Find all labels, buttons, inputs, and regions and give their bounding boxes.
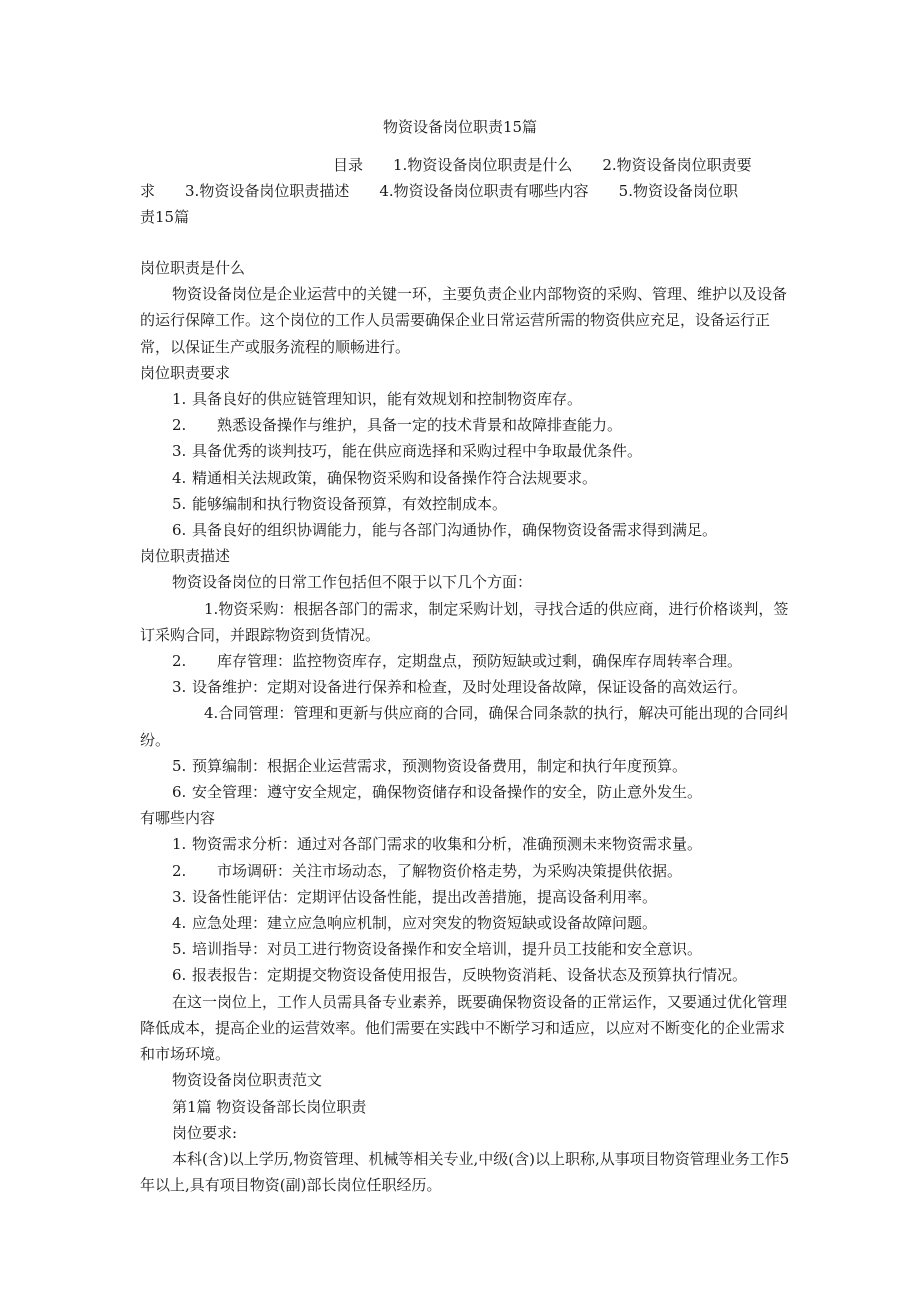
toc-item-4[interactable]: 4.物资设备岗位职责有哪些内容 xyxy=(379,182,589,200)
list-item: 2. 熟悉设备操作与维护，具备一定的技术背景和故障排查能力。 xyxy=(172,416,623,435)
list-item: 2. 库存管理：监控物资库存，定期盘点，预防短缺或过剩，确保库存周转率合理。 xyxy=(172,652,743,671)
list-item: 6. 安全管理：遵守安全规定，确保物资储存和设备操作的安全，防止意外发生。 xyxy=(172,783,703,802)
list-item: 3. 设备维护：定期对设备进行保养和检查，及时处理设备故障，保证设备的高效运行。 xyxy=(172,678,748,697)
sample-requirements-label: 岗位要求: xyxy=(172,1123,238,1142)
list-item: 6. 具备良好的组织协调能力，能与各部门沟通协作，确保物资设备需求得到满足。 xyxy=(172,521,718,540)
list-item: 5. 预算编制：根据企业运营需求，预测物资设备费用，制定和执行年度预算。 xyxy=(172,756,688,775)
list-item: 4. 应急处理：建立应急响应机制，应对突发的物资短缺或设备故障问题。 xyxy=(172,914,658,933)
toc-line-3 xyxy=(140,204,790,230)
list-item: 6. 报表报告：定期提交物资设备使用报告，反映物资消耗、设备状态及预算执行情况。 xyxy=(172,966,748,985)
section-heading-contents: 有哪些内容 xyxy=(140,809,216,828)
table-of-contents xyxy=(140,152,790,230)
toc-item-2[interactable]: 2.物资设备岗位职责要 xyxy=(602,156,752,174)
list-item: 3. 具备优秀的谈判技巧，能在供应商选择和采购过程中争取最优条件。 xyxy=(172,442,643,461)
toc-item-3[interactable]: 3.物资设备岗位职责描述 xyxy=(185,182,350,200)
document-body xyxy=(140,255,790,1198)
list-item: 5. 培训指导：对员工进行物资设备操作和安全培训，提升员工技能和安全意识。 xyxy=(172,940,703,959)
toc-line-2 xyxy=(140,178,790,204)
list-item: 4. 精通相关法规政策，确保物资采购和设备操作符合法规要求。 xyxy=(172,468,598,487)
list-item: 4.合同管理：管理和更新与供应商的合同，确保合同条款的执行，解决可能出现的合同纠纷。 xyxy=(140,704,789,749)
list-item: 5. 能够编制和执行物资设备预算，有效控制成本。 xyxy=(172,494,508,513)
toc-label: 目录 xyxy=(333,156,364,174)
section-heading-requirements: 岗位职责要求 xyxy=(140,363,231,382)
toc-line-1 xyxy=(140,152,790,178)
sample-heading: 物资设备岗位职责范文 xyxy=(172,1071,323,1090)
section-paragraph-what: 物资设备岗位是企业运营中的关键一环，主要负责企业内部物资的采购、管理、维护以及设备的运行保障工作。这个岗位的工作人员需要确保企业日常运营所需的物资供应充足，设备运行正常，以保证生产或服务流程的顺畅进行。 xyxy=(140,285,788,356)
list-item: 1. 具备良好的供应链管理知识，能有效规划和控制物资库存。 xyxy=(172,390,583,409)
toc-item-5[interactable]: 5.物资设备岗位职 xyxy=(618,182,738,200)
sample-requirements-text: 本科(含)以上学历,物资管理、机械等相关专业,中级(含)以上职称,从事项目物资管理业务工作5年以上,具有项目物资(副)部长岗位任职经历。 xyxy=(140,1149,790,1195)
toc-item-5-cont[interactable]: 责15篇 xyxy=(140,208,190,226)
section-summary: 在这一岗位上，工作人员需具备专业素养，既要确保物资设备的正常运作，又要通过优化管理降低成本，提高企业的运营效率。他们需要在实践中不断学习和适应，以应对不断变化的企业需求和市场环境。 xyxy=(140,992,788,1064)
list-item: 1.物资采购：根据各部门的需求，制定采购计划，寻找合适的供应商，进行价格谈判，签订采购合同，并跟踪物资到货情况。 xyxy=(140,599,789,644)
list-item: 3. 设备性能评估：定期评估设备性能，提出改善措施，提高设备利用率。 xyxy=(172,887,658,906)
section-heading-what: 岗位职责是什么 xyxy=(140,259,246,277)
toc-item-2-cont[interactable]: 求 xyxy=(140,182,156,200)
list-item: 2. 市场调研：关注市场动态，了解物资价格走势，为采购决策提供依据。 xyxy=(172,861,683,880)
toc-item-1[interactable]: 1.物资设备岗位职责是什么 xyxy=(393,156,573,174)
sample-article-title: 第1篇 物资设备部长岗位职责 xyxy=(172,1097,367,1116)
section-heading-description: 岗位职责描述 xyxy=(140,547,231,566)
list-item: 1. 物资需求分析：通过对各部门需求的收集和分析，准确预测未来物资需求量。 xyxy=(172,835,703,854)
document-title: 物资设备岗位职责15篇 xyxy=(382,118,538,136)
section-intro-description: 物资设备岗位的日常工作包括但不限于以下几个方面： xyxy=(172,573,533,592)
